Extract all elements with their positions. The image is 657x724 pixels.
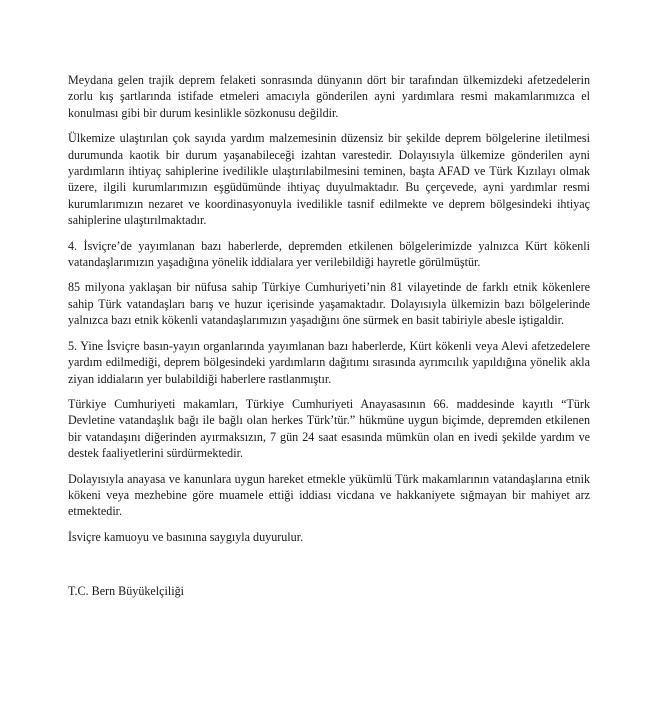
paragraph-4: 85 milyona yaklaşan bir nüfusa sahip Türkiye Cumhuriyeti’nin 81 vilayetinde de farklı etnik kökenlere sahip Türk vatandaşları barış ve huzur içerisinde yaşamaktadır. Dolayısıyla ülkemizin bazı bölgelerinde yalnızca bazı etnik kökenli vatandaşlarımızın yaşadığını öne sürmek en basit tabiriyle abesle iştigaldir. [68,280,590,328]
paragraph-5: 5. Yine İsviçre basın-yayın organlarında yayımlanan bazı haberlerde, Kürt kökenli veya Alevi afetzedelere yardım edilmediği, deprem bölgesindeki yardımların dağıtımı sırasında ayrımcılık yapıldığına yönelik akla ziyan iddiaların yer bulabildiği haberlere rastlanmıştır. [68,338,590,386]
paragraph-2: Ülkemize ulaştırılan çok sayıda yardım malzemesinin düzensiz bir şekilde deprem bölgelerine iletilmesi durumunda kaotik bir durum yaşanabileceği izahtan varestedir. Dolayısıyla ülkemize gönderilen ayni yardımların ihtiyaç sahiplerine ivedilikle ulaştırılabilmesini teminen, başta AFAD ve Türk Kızılayı olmak üzere, ilgili kurumlarımızın eşgüdümünde ihtiyaç duyulmaktadır. Bu çerçevede, ayni yardımlar resmi kurumlarımızın nezaret ve koordinasyonuyla ivedilikle tasnif edilmekte ve deprem bölgesindeki ihtiyaç sahiplerine ulaştırılmaktadır. [68,131,590,228]
paragraph-6: Türkiye Cumhuriyeti makamları, Türkiye Cumhuriyeti Anayasasının 66. maddesinde kayıtlı “Türk Devletine vatandaşlık bağı ile bağlı olan herkes Türk’tür.” hükmüne uygun biçimde, depremden etkilenen bir vatandaşını diğerinden ayırmaksızın, 7 gün 24 saat esasında mümkün olan en ivedi şekilde yardım ve destek faaliyetlerini sürdürmektedir. [68,396,590,461]
embassy-signature: T.C. Bern Büyükelçiliği [68,584,184,599]
paragraph-3: 4. İsviçre’de yayımlanan bazı haberlerde, depremden etkilenen bölgelerimizde yalnızca Kürt kökenli vatandaşlarımızın yaşadığına yönelik iddialara yer verilebildiği hayretle görülmüştür. [68,238,590,270]
paragraph-1: Meydana gelen trajik deprem felaketi sonrasında dünyanın dört bir tarafından ülkemizdeki afetzedelerin zorlu kış şartlarında istifade etmeleri amacıyla gönderilen ayni yardımlara resmi makamlarımızca el konulması gibi bir durum kesinlikle sözkonusu değildir. [68,73,590,120]
paragraph-7: Dolayısıyla anayasa ve kanunlara uygun hareket etmekle yükümlü Türk makamlarının vatandaşlarına etnik kökeni veya mezhebine göre muamele ettiği iddiası vicdana ve hakkaniyete sığmayan bir mahiyet arz etmektedir. [68,471,590,519]
paragraph-8: İsviçre kamuoyu ve basınına saygıyla duyurulur. [68,529,304,544]
statement-document [68,72,590,600]
